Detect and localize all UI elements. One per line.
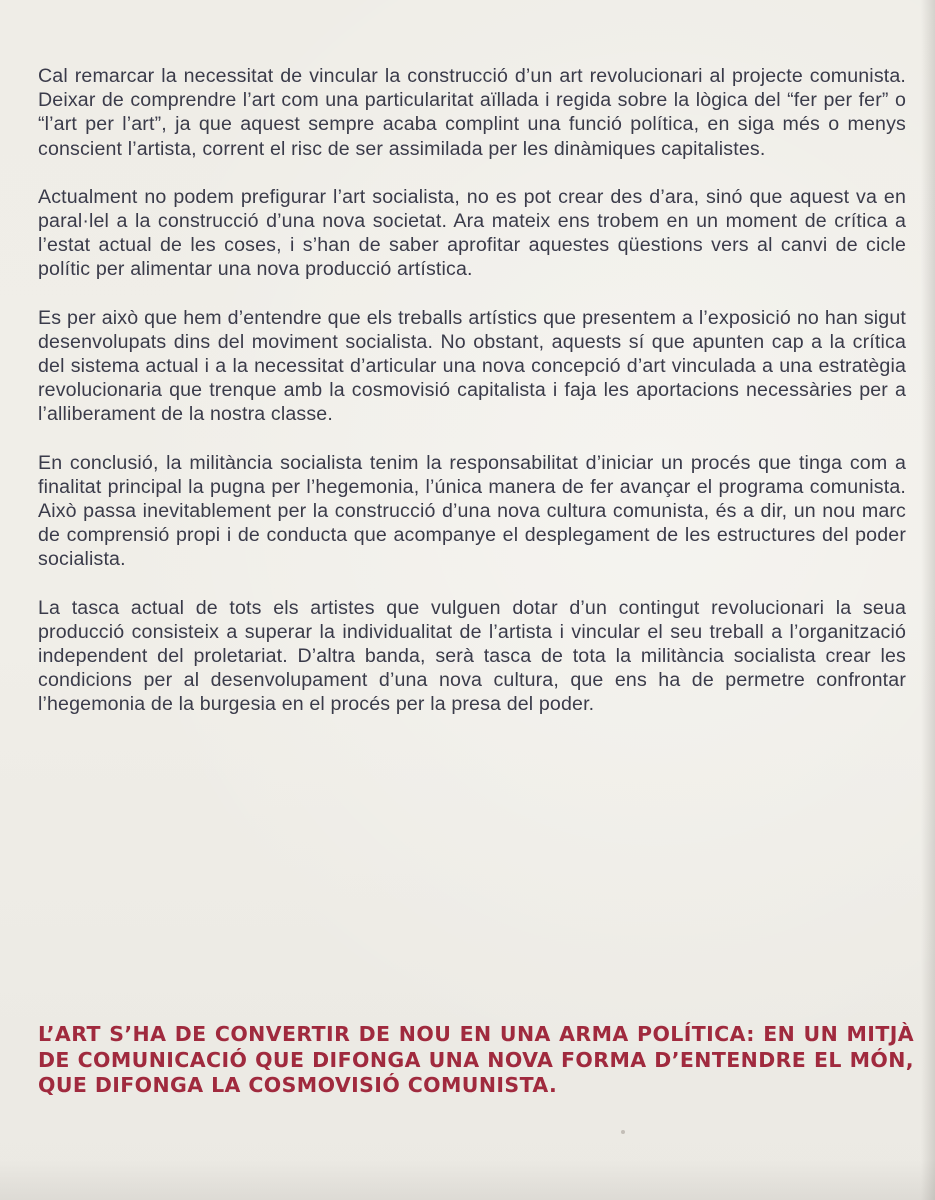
- panel-bottom-shadow: [0, 1160, 935, 1200]
- body-text: [38, 64, 906, 741]
- paragraph-4: En conclusió, la militància socialista tenim la responsabilitat d’iniciar un procés que tinga com a finalitat principal la pugna per l’hegemonia, l’única manera de fer avançar el programa comunista. Això passa inevitablement per la construcció d’una nova cultura comunista, és a dir, un nou marc de comprensió propi i de conducta que acompanye el desplegament de les estructures del poder socialista.: [38, 451, 906, 571]
- paragraph-5: La tasca actual de tots els artistes que vulguen dotar d’un contingut revolucionari la seua producció consisteix a superar la individualitat de l’artista i vincular el seu treball a l’organització independent del proletariat. D’altra banda, serà tasca de tota la militància socialista crear les condicions per al desenvolupament d’una nova cultura, que ens ha de permetre confrontar l’hegemonia de la burgesia en el procés per la presa del poder.: [38, 596, 906, 716]
- paragraph-3: Es per això que hem d’entendre que els treballs artístics que presentem a l’exposició no han sigut desenvolupats dins del moviment socialista. No obstant, aquests sí que apunten cap a la crítica del sistema actual i a la necessitat d’articular una nova concepció d’art vinculada a una estratègia revolucionaria que trenque amb la cosmovisió capitalista i faja les aportacions necessàries per a l’alliberament de la nostra classe.: [38, 306, 906, 426]
- surface-speck: [621, 1130, 625, 1134]
- panel-edge-shadow: [921, 0, 935, 1200]
- closing-slogan: L’ART S’HA DE CONVERTIR DE NOU EN UNA ARMA POLÍTICA: EN UN MITJÀ DE COMUNICACIÓ QUE DIFONGA UNA NOVA FORMA D’ENTENDRE EL MÓN, QUE DIFONGA LA COSMOVISIÓ COMUNISTA.: [38, 1022, 914, 1097]
- paragraph-2: Actualment no podem prefigurar l’art socialista, no es pot crear des d’ara, sinó que aquest va en paral·lel a la construcció d’una nova societat. Ara mateix ens trobem en un moment de crítica a l’estat actual de les coses, i s’han de saber aprofitar aquestes qüestions vers al canvi de cicle polític per alimentar una nova producció artística.: [38, 185, 906, 281]
- paragraph-1: Cal remarcar la necessitat de vincular la construcció d’un art revolucionari al projecte comunista. Deixar de comprendre l’art com una particularitat aïllada i regida sobre la lògica del “fer per fer” o “l’art per l’art”, ja que aquest sempre acaba complint una funció política, en siga més o menys conscient l’artista, corrent el risc de ser assimilada per les dinàmiques capitalistes.: [38, 65, 906, 160]
